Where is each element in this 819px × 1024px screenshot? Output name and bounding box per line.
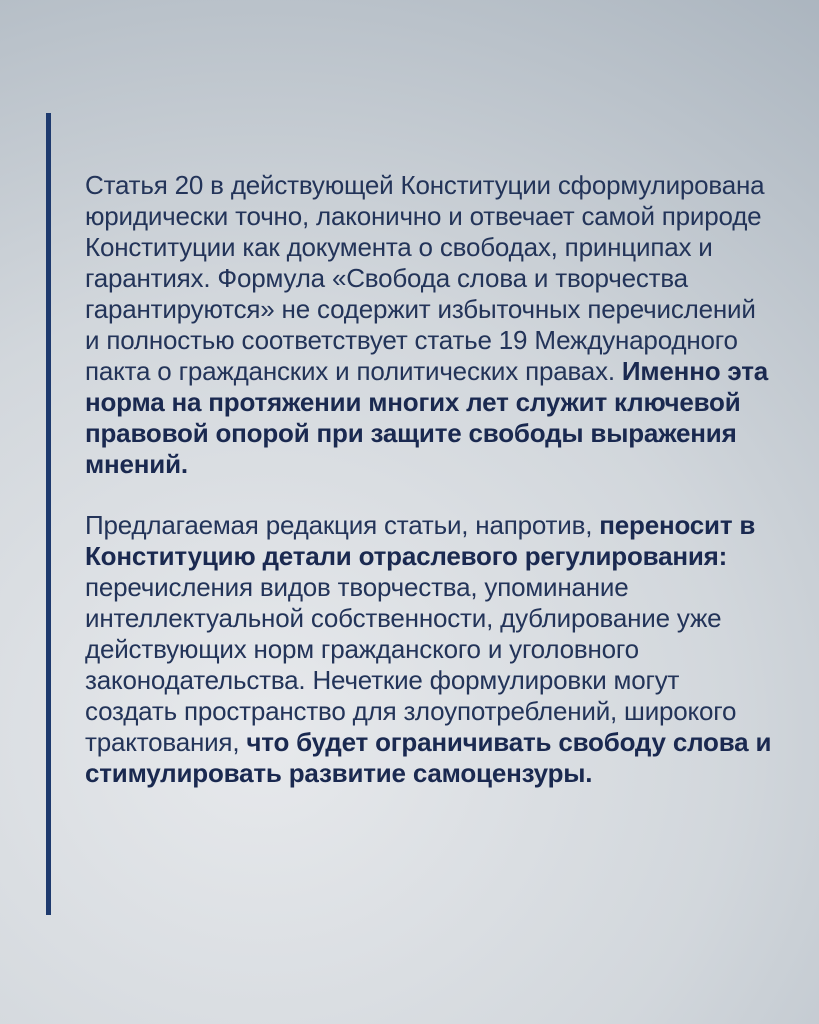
bold-text-segment: Именно эта норма на протяжении многих лет служит ключевой правовой опорой при защите свободы выражения мнений. — [85, 356, 769, 479]
paragraph-2 — [85, 510, 773, 789]
bold-text-segment: переносит в Конституцию детали отраслевого регулирования: — [85, 510, 756, 571]
text-segment: Статья 20 в действующей Конституции сформулирована юридически точно, лаконично и отвечает самой природе Конституции как документа о свободах, принципах и гарантиях. Формула «Свобода слова и творчества гарантируются» не содержит избыточных перечислений и полностью соответствует статье 19 Международного пакта о гражданских и политических правах. — [85, 170, 765, 386]
text-segment: Предлагаемая редакция статьи, напротив, — [85, 510, 600, 540]
text-segment: перечисления видов творчества, упоминание интеллектуальной собственности, дублирование уже действующих норм гражданского и уголовного законодательства. Нечеткие формулировки могут создать пространство для злоупотреблений, широкого трактования, — [85, 572, 737, 757]
paragraph-1 — [85, 170, 773, 480]
accent-vertical-line — [46, 113, 51, 915]
text-block — [85, 170, 773, 819]
bold-text-segment: что будет ограничивать свободу слова и стимулировать развитие самоцензуры. — [85, 727, 772, 788]
